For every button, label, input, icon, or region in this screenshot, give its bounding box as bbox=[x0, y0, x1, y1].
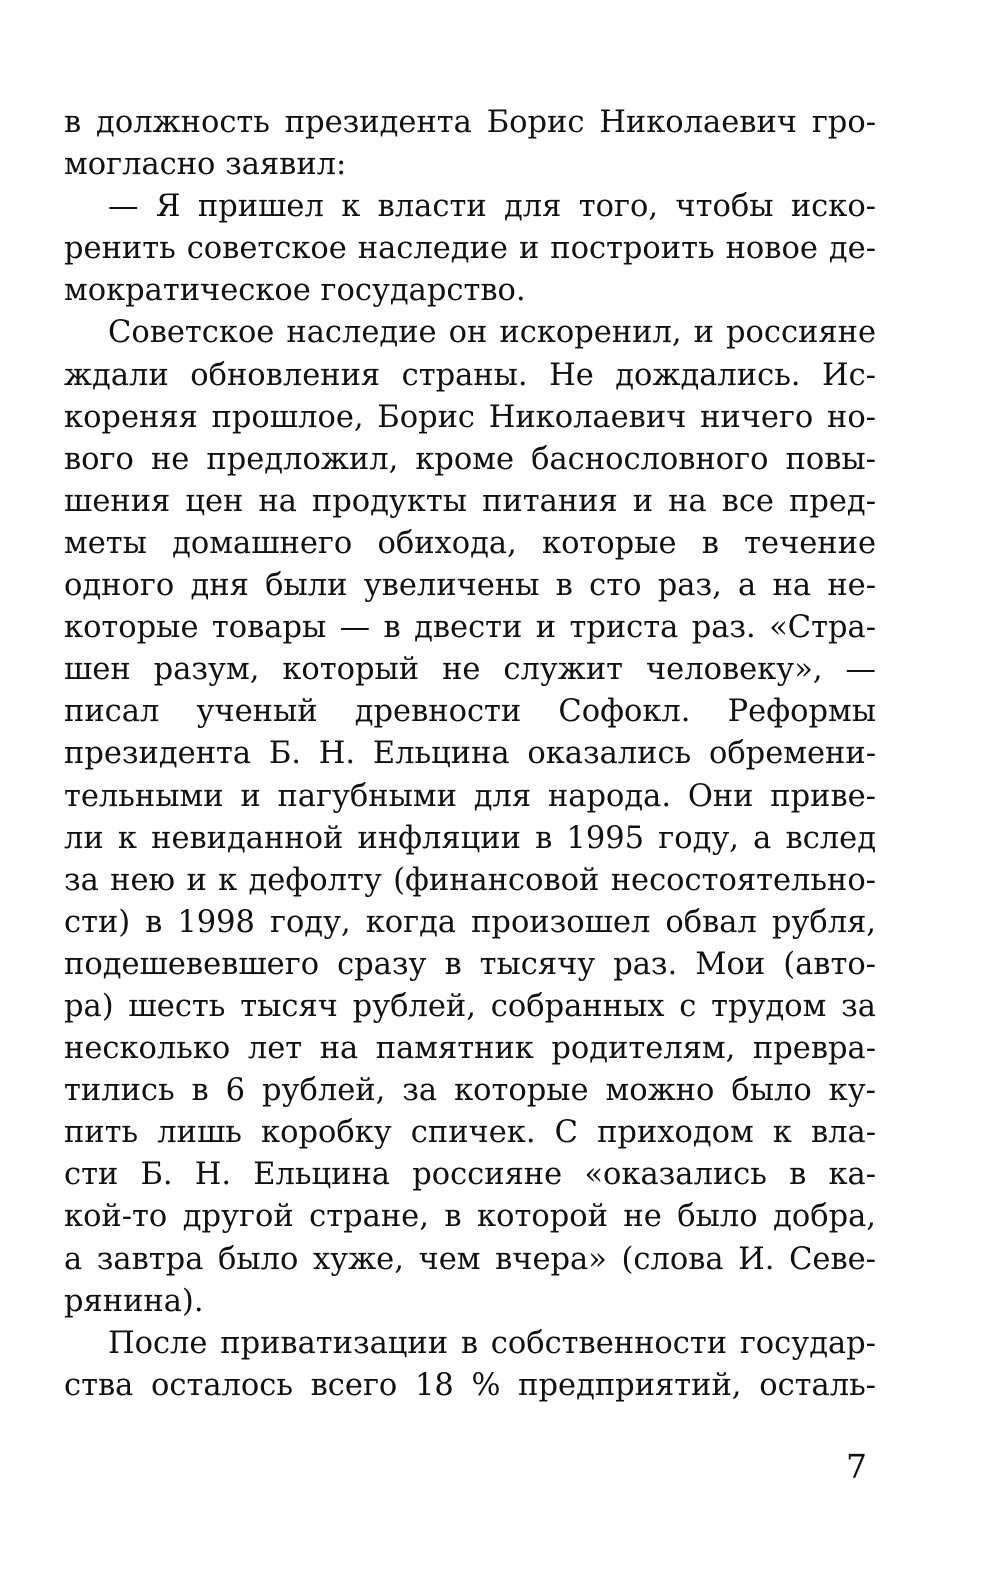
page-number: 7 bbox=[846, 1447, 867, 1486]
text-line: Советское наследие он искоренил, и россияне bbox=[108, 315, 876, 351]
text-line: пить лишь коробку спичек. С приходом к вла- bbox=[64, 1115, 876, 1151]
text-line: После приватизации в собственности государ- bbox=[108, 1325, 876, 1361]
text-line: ждали обновления страны. Не дождались. Ис- bbox=[64, 357, 876, 393]
text-line: президента Б. Н. Ельцина оказались обремени- bbox=[64, 736, 876, 772]
text-line: рянина). bbox=[64, 1283, 204, 1319]
text-line: ства осталось всего 18 % предприятий, осталь- bbox=[64, 1367, 876, 1403]
text-line: за нею и к дефолту (финансовой несостоятельно- bbox=[64, 862, 876, 898]
text-line: шения цен на продукты питания и на все пред- bbox=[64, 483, 876, 519]
text-line: которые товары — в двести и триста раз. «Стра- bbox=[64, 610, 876, 646]
text-line: вого не предложил, кроме баснословного повы- bbox=[64, 441, 876, 477]
text-line: кой-то другой стране, в которой не было добра, bbox=[64, 1199, 876, 1235]
text-line: кореняя прошлое, Борис Николаевич ничего но- bbox=[64, 399, 876, 435]
text-line: несколько лет на памятник родителям, превра- bbox=[64, 1031, 876, 1067]
text-line: а завтра было хуже, чем вчера» (слова И. Севе- bbox=[64, 1241, 876, 1277]
text-line: мократическое государство. bbox=[64, 273, 526, 309]
text-line: сти Б. Н. Ельцина россияне «оказались в ка- bbox=[64, 1157, 876, 1193]
text-line: одного дня были увеличены в сто раз, а на не- bbox=[64, 568, 876, 604]
text-line: — Я пришел к власти для того, чтобы иско- bbox=[108, 189, 876, 225]
text-line: в должность президента Борис Николаевич гро- bbox=[64, 105, 876, 140]
text-line: меты домашнего обихода, которые в течение bbox=[64, 525, 876, 561]
text-line: ли к невиданной инфляции в 1995 году, а вслед bbox=[64, 820, 876, 856]
text-line: писал ученый древности Софокл. Реформы bbox=[64, 694, 876, 730]
text-line: ра) шесть тысяч рублей, собранных с трудом за bbox=[64, 988, 876, 1024]
text-line: ренить советское наследие и построить новое де- bbox=[64, 231, 876, 267]
body-text bbox=[64, 102, 876, 1407]
text-line: тились в 6 рублей, за которые можно было ку- bbox=[64, 1073, 876, 1109]
text-line: шен разум, который не служит человеку», — bbox=[64, 652, 876, 688]
text-line: могласно заявил: bbox=[64, 147, 347, 183]
text-line: подешевевшего сразу в тысячу раз. Мои (авто- bbox=[64, 946, 876, 982]
text-line: сти) в 1998 году, когда произошел обвал рубля, bbox=[64, 904, 876, 940]
text-line: тельными и пагубными для народа. Они приве- bbox=[64, 778, 876, 814]
